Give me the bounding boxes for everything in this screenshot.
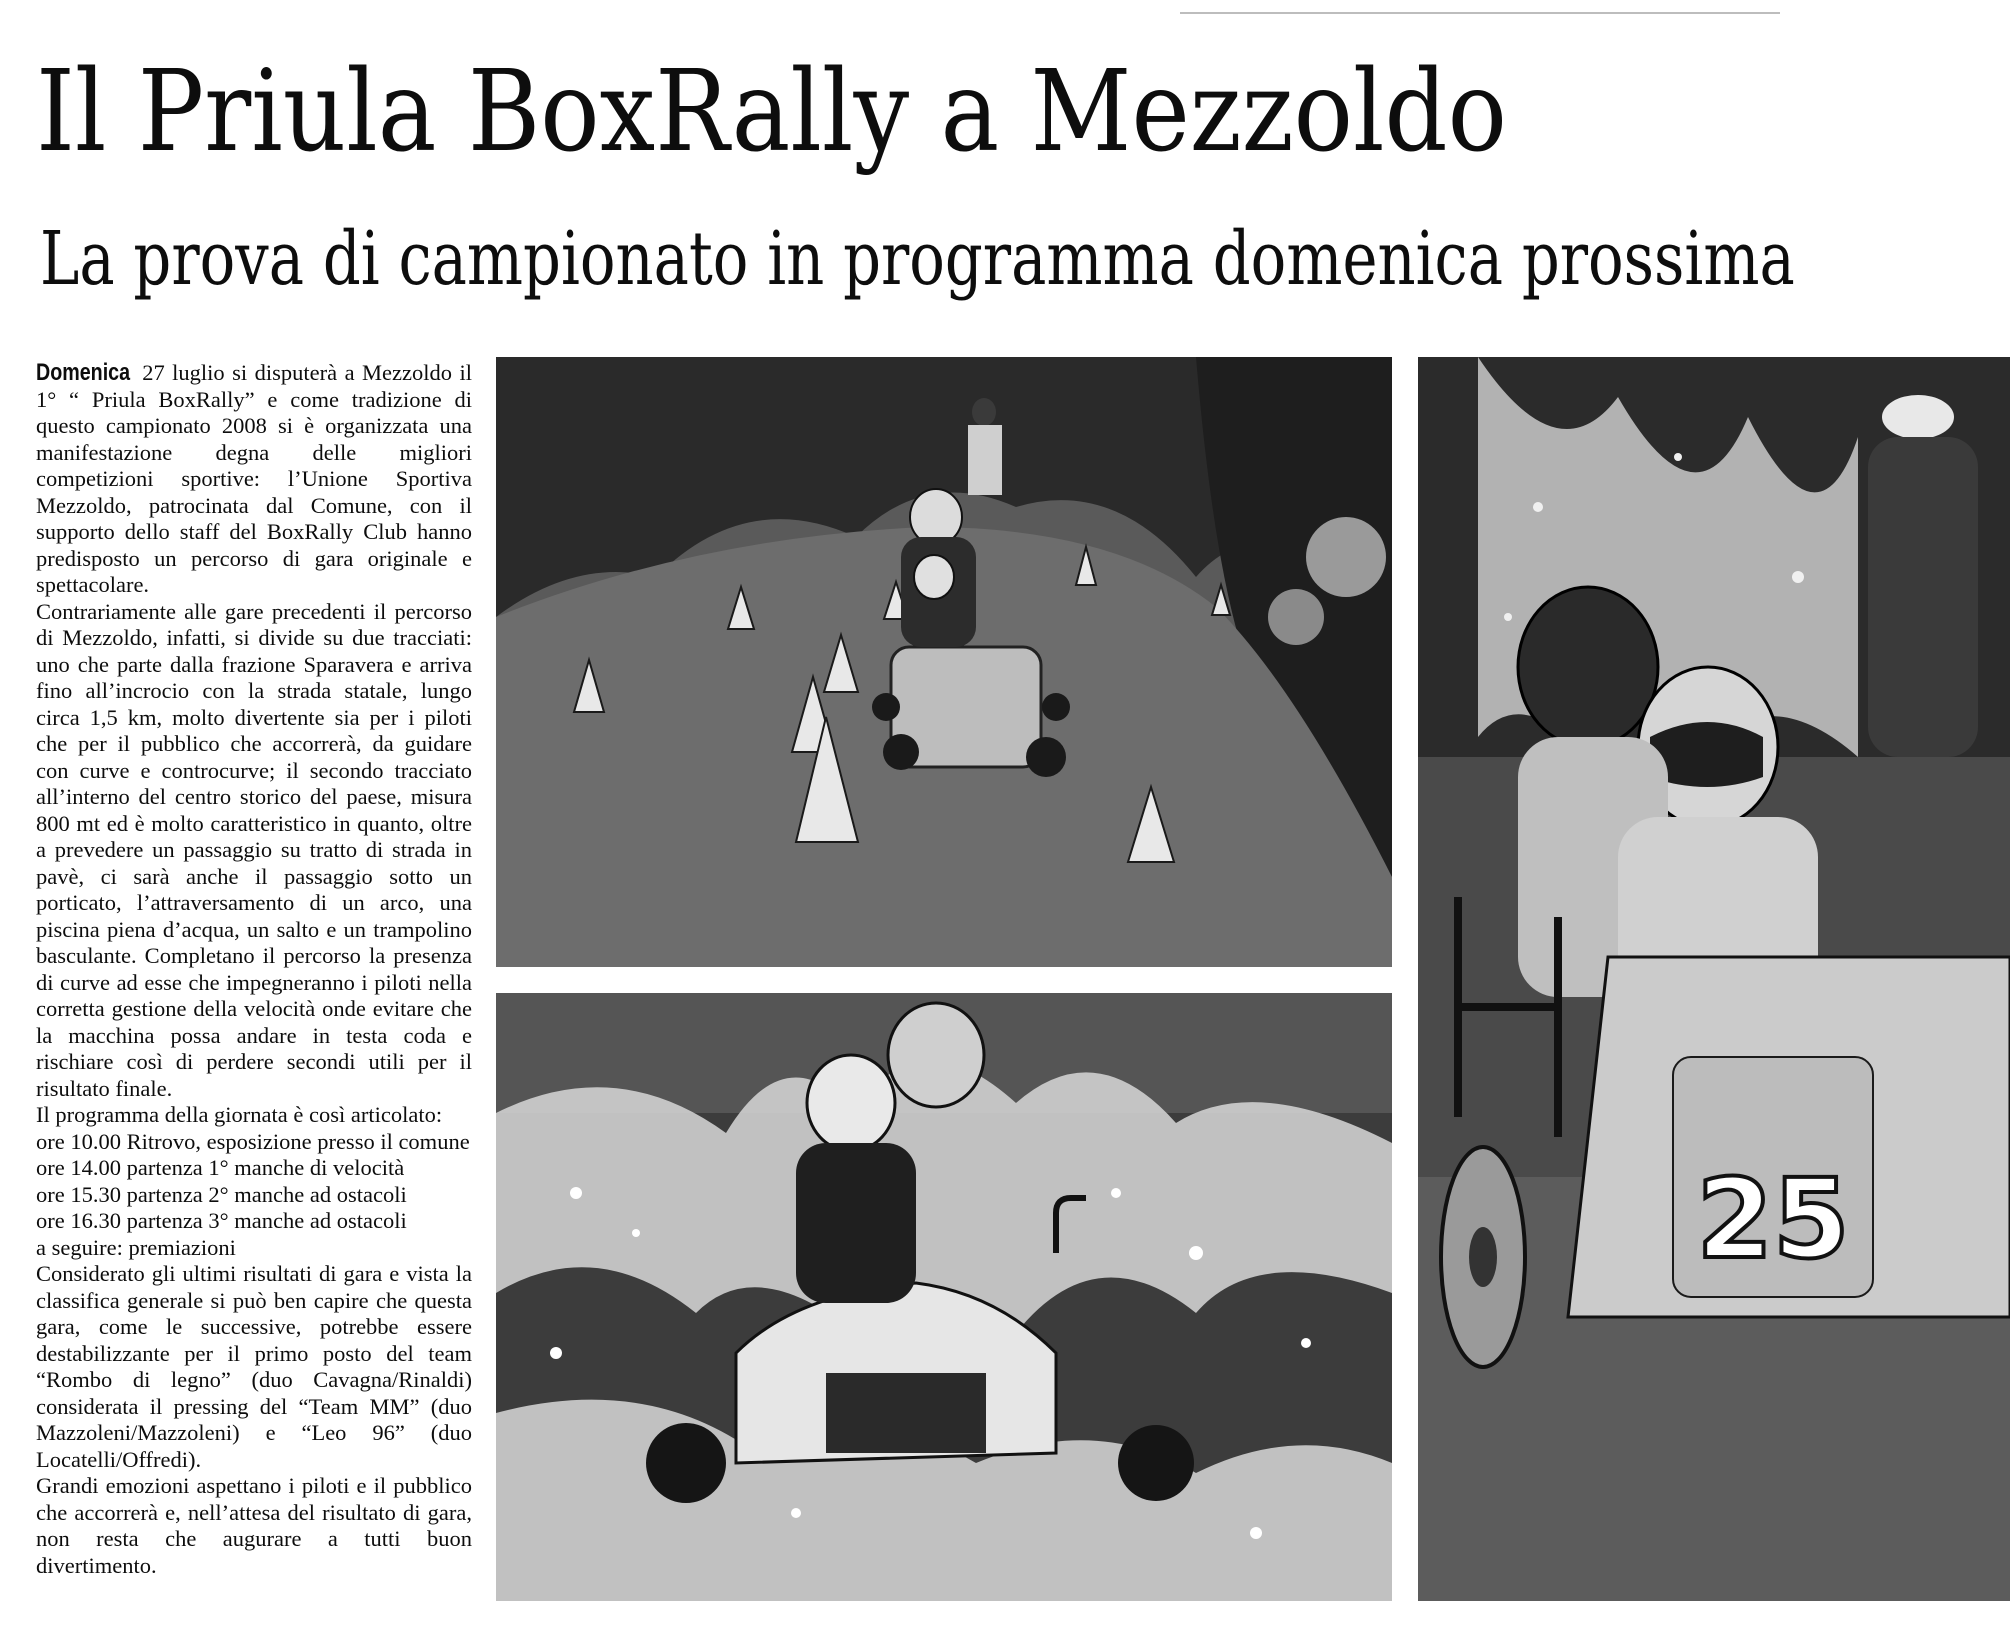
schedule-item: ore 14.00 partenza 1° manche di velocità (36, 1155, 405, 1180)
paragraph-1-text: 27 luglio si disputerà a Mezzoldo il 1° “ Priula BoxRally” e come tradizione di questo campionato 2008 si è organizzata una manifestazione degna delle migliori competizioni sportive: l’Unione Sportiva Mezzoldo, patrocinata dal Comune, con il supporto dello staff del BoxRally Club hanno predisposto un percorso di gara originale e spettacolare. (36, 360, 472, 597)
schedule-list (36, 1129, 472, 1262)
photo-kart-road-cones (496, 357, 1392, 967)
schedule-item: ore 16.30 partenza 3° manche ad ostacoli (36, 1208, 407, 1233)
lead-word: Domenica (36, 359, 131, 386)
photo-kart-25-illustration (1418, 357, 2010, 1601)
article-body (36, 360, 472, 1579)
photo-splash-illustration (496, 993, 1392, 1601)
schedule-item: ore 15.30 partenza 2° manche ad ostacoli (36, 1181, 407, 1207)
photo-kart-water-splash (496, 993, 1392, 1601)
schedule-item: a seguire: premiazioni (36, 1234, 236, 1260)
photo-kart-25 (1418, 357, 2010, 1601)
article-paragraph-4: Considerato gli ultimi risultati di gara e vista la classifica generale si può ben capire che questa gara, come le successive, potrebbe essere destabilizzante per il primo posto del team “Rombo di legno” (duo Cavagna/Rinaldi) considerata il pressing del “Team MM” (duo Mazzoleni/Mazzoleni) e “Leo 96” (duo Locatelli/Offredi). (36, 1261, 472, 1472)
subheadline: La prova di campionato in programma domenica prossima (40, 216, 1795, 302)
article-paragraph-5: Grandi emozioni aspettano i piloti e il pubblico che accorrerà e, nell’attesa del risultato di gara, non resta che augurare a tutti buon divertimento. (36, 1473, 472, 1578)
headline: Il Priula BoxRally a Mezzoldo (36, 47, 1507, 177)
article-paragraph-2: Contrariamente alle gare precedenti il percorso di Mezzoldo, infatti, si divide su due tracciati: uno che parte dalla frazione Sparavera e arriva fino all’incrocio con la strada statale, lungo circa 1,5 km, molto divertente sia per i piloti che per il pubblico che accorrerà, da guidare con curve e controcurve; il secondo tracciato all’interno del centro storico del paese, misura 800 mt ed è molto caratteristico in quanto, oltre a prevedere un passaggio su tratto di strada in pavè, ci sarà anche il passaggio sotto un porticato, l’attraversamento di un arco, una piscina piena d’acqua, un salto e un trampolino basculante. Completano il percorso la presenza di curve ad esse che impegneranno i piloti nella corretta gestione della velocità onde evitare che la macchina possa andare in testa coda e rischiare così di perdere secondi utili per il risultato finale. (36, 598, 472, 1101)
article-paragraph-3: Il programma della giornata è così articolato: (36, 1102, 443, 1127)
photo-road-illustration (496, 357, 1392, 967)
schedule-item: ore 10.00 Ritrovo, esposizione presso il comune (36, 1128, 470, 1154)
article-paragraph-1 (36, 360, 472, 599)
kart-number: 25 (1696, 1155, 1850, 1283)
page-top-rule (1180, 12, 1780, 14)
